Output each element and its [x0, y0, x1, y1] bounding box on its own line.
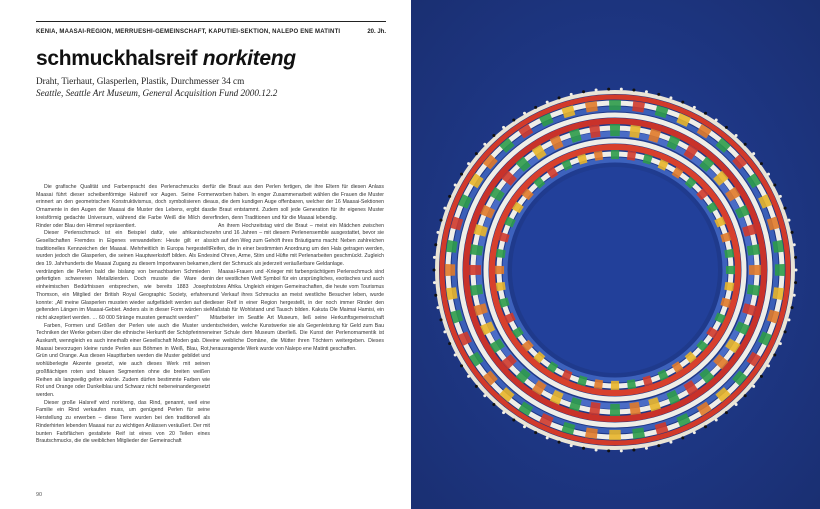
rim-bead: [492, 403, 495, 406]
rim-bead: [512, 118, 515, 121]
rim-bead: [440, 318, 443, 321]
bead-segment: [611, 381, 619, 390]
rim-bead: [744, 394, 747, 397]
bead-segment: [609, 100, 621, 110]
rim-bead: [523, 425, 526, 428]
rim-bead: [534, 106, 537, 109]
rim-bead: [793, 294, 796, 297]
bead-segment: [632, 101, 645, 113]
bead-segment: [594, 151, 603, 161]
necklace-center: [512, 167, 718, 373]
rim-bead: [787, 219, 790, 222]
bead-segment: [775, 264, 785, 276]
rim-bead: [523, 112, 526, 115]
rim-bead: [436, 231, 439, 234]
bead-segment: [610, 124, 620, 136]
paragraph: Die grafische Qualität und Farbenpracht des Perlenschmucks der Maasai führt dieser scheibenförmige Halsreif vor Augen. Seine Form erinnert an den geometrischen Konstruktivismus, doch symbolisieren die Ornamente in den Augen der Maasai die Muster des Lebens, ergibt das kreisförmig gedachte Universum, während die Farbe Weiß die Milch der Rinder oder Blau den Himmel repräsentiert.: [36, 184, 210, 229]
rim-bead: [787, 318, 790, 321]
paragraph: Maasai-Frauen und -Krieger mit farbenprächtigem Perlenschmuck sind in der westlichen Welt Symbol für ein ursprüngliches, exotisches und auch stolzes Afrika. Ungleich einigen Gemeinschaften, die heute vom Tourismus und Verkauf ihres Schmucks an meist westliche Besucher leben, wurde dieser Reif in einer Region hergestellt, in der noch immer Rinder den Maßstab für Wohlstand und Tausch bilden. Kakuta Ole Maimai Hamisi, ein Mitarbeiter im Seattle Art Museum, ließ seine Herkunftsgemeinschaft entscheiden, welche Kunstwerke sie als Gegenleistung für Geld zum Bau einer Schule dem Museum überließ. Die Kunst der Perlenornamentik ist eine weibliche Domäne, die Mütter ihren Töchtern weitergeben. Dieses herausragende Werk wurde von Nalepo ene Matinti geschaffen.: [210, 268, 384, 352]
bead-segment: [772, 240, 784, 253]
bead-segment: [724, 249, 734, 258]
rim-bead: [752, 152, 755, 155]
title-native: norkiteng: [202, 47, 296, 70]
rim-bead: [645, 447, 648, 450]
rim-bead: [492, 134, 495, 137]
rim-bead: [534, 431, 537, 434]
header-rule: [36, 21, 386, 22]
text-column-right: [210, 184, 384, 353]
bead-segment: [611, 150, 619, 159]
rim-bead: [512, 419, 515, 422]
rim-bead: [735, 134, 738, 137]
bead-segment: [445, 264, 455, 276]
rim-bead: [791, 231, 794, 234]
rim-bead: [773, 353, 776, 356]
rim-bead: [467, 375, 470, 378]
rim-bead: [433, 269, 436, 272]
rim-bead: [681, 101, 684, 104]
rim-bead: [433, 281, 436, 284]
rim-bead: [744, 143, 747, 146]
rim-bead: [475, 152, 478, 155]
header-location: KENIA, MAASAI-REGION, MERRUESHI-GEMEINSCHAFT, KAPUTIEI-SEKTION, NALEPO ENE MATINTI: [36, 29, 341, 35]
rim-bead: [443, 207, 446, 210]
rim-bead: [620, 88, 623, 91]
rim-bead: [454, 184, 457, 187]
rim-bead: [767, 364, 770, 367]
rim-bead: [607, 88, 610, 91]
bead-segment: [446, 240, 458, 253]
rim-bead: [704, 425, 707, 428]
bead-segment: [585, 427, 598, 439]
rim-bead: [760, 375, 763, 378]
running-header: [36, 26, 386, 40]
rim-bead: [570, 93, 573, 96]
rim-bead: [779, 195, 782, 198]
rim-bead: [440, 219, 443, 222]
page-number: 90: [36, 492, 43, 498]
bead-segment: [726, 266, 735, 274]
rim-bead: [546, 101, 549, 104]
paragraph: Dieser Perlenschmuck ist ein Beispiel dafür, wie afrikanische Gesellschaften Fremdes in Eigenes verwandelten: Heute gilt er als traditionelles Kennzeichen der Maasai. Mehrheitlich in Europa hergestellt wurden jedoch die Glasperlen, die seinen Hauptwerkstoff bilden. Als Ende des 19. Jahrhunderts die Maasai Zugang zu diesem Importwaren bekamen, verdrängten die Perlen bald die bislang von benachbarten Schmieden gefertigten schwereren Metallzierden. Doch musste die Ware den einheimischen Bedürfnissen entsprechen, wie bereits 1883 Joseph Thomson, ein Mitglied der British Royal Geographic Society, erfahren konnte: „All meine Glasperlen mussten wieder aufgefädelt werden auf die geltenden Längen im Maasai-Gebiet. Anders als in dieser Form würden sie nicht akzeptiert werden. … 60 000 Stränge mussten gemacht werden!": [36, 230, 210, 321]
rim-bead: [434, 294, 437, 297]
rim-bead: [681, 436, 684, 439]
rim-bead: [632, 88, 635, 91]
rim-bead: [767, 173, 770, 176]
rim-bead: [467, 162, 470, 165]
rim-bead: [794, 256, 797, 259]
rim-bead: [443, 330, 446, 333]
rim-bead: [607, 449, 610, 452]
rim-bead: [595, 88, 598, 91]
rim-bead: [558, 441, 561, 444]
rim-bead: [433, 256, 436, 259]
rim-bead: [773, 184, 776, 187]
bead-segment: [609, 430, 621, 440]
rim-bead: [502, 411, 505, 414]
rim-bead: [735, 403, 738, 406]
rim-bead: [454, 353, 457, 356]
rim-bead: [460, 173, 463, 176]
paragraph: Farben, Formen und Größen der Perlen wie auch die Muster und Techniken der Werke geben über die ethnische Herkunft der Schöpferinnen Auskunft, wenngleich es auch innerhalb einer Gesellschaft Moden gab. Die Maasai bevorzugen kleine runde Perlen aus Böhmen in Weiß, Blau, Rot, Grün und Orange. Aus diesen Hauptfarben werden die Muster gebildet und wohlüberlegte Akzente gesetzt, wie auch dieses Werk mit seinen großflächigen roten und blauen Segmenten ohne die breiten weißen Reihen als langweilig gelten würde. Zudem dürfen bestimmte Farben wie Rot und Orange oder Dunkelblau und Schwarz nicht nebeneinandergesetzt werden.: [36, 322, 210, 398]
rim-bead: [693, 431, 696, 434]
rim-bead: [632, 449, 635, 452]
rim-bead: [725, 411, 728, 414]
bead-segment: [496, 282, 506, 291]
rim-bead: [657, 93, 660, 96]
bead-segment: [496, 249, 506, 258]
rim-bead: [502, 126, 505, 129]
rim-bead: [657, 444, 660, 447]
rim-bead: [715, 419, 718, 422]
rim-bead: [669, 96, 672, 99]
bead-segment: [724, 282, 734, 291]
bead-segment: [469, 265, 481, 275]
rim-bead: [436, 306, 439, 309]
rim-bead: [620, 449, 623, 452]
rim-bead: [794, 281, 797, 284]
rim-bead: [595, 449, 598, 452]
rim-bead: [483, 143, 486, 146]
rim-bead: [793, 243, 796, 246]
rim-bead: [725, 126, 728, 129]
rim-bead: [669, 441, 672, 444]
rim-bead: [558, 96, 561, 99]
bead-segment: [772, 287, 784, 300]
header-century: 20. Jh.: [367, 29, 386, 35]
rim-bead: [448, 195, 451, 198]
bead-segment: [632, 427, 645, 439]
right-page-photo: [411, 0, 820, 509]
rim-bead: [760, 162, 763, 165]
rim-bead: [693, 106, 696, 109]
bead-segment: [610, 404, 620, 416]
rim-bead: [784, 330, 787, 333]
rim-bead: [704, 112, 707, 115]
paragraph: für die Braut aus den Perlen fertigen, die ihre Eltern für diesen Anlass erworben haben. In enger Zusammenarbeit wählen die Frauen die Muster aus, die dem kundigen Auge offenbaren, welcher der 16 Maasai-Sektionen die Braut entstammt. Zudem soll jede Generation für ihr eigenes Muster erfinden, denn Traditionen und für die Maasai lebendig.: [210, 184, 384, 221]
bead-segment: [594, 379, 603, 389]
rim-bead: [582, 447, 585, 450]
rim-bead: [483, 394, 486, 397]
object-materials: Draht, Tierhaut, Glasperlen, Plastik, Durchmesser 34 cm: [36, 76, 245, 86]
bead-segment: [627, 151, 636, 161]
paragraph: An ihrem Hochzeitstag wird die Braut – meist ein Mädchen zwischen zehn und 16 Jahren – mit diesem Perlenensemble ausgestattet, bevor sie sich auf den Weg zum Gehöft ihres Bräutigams macht: Neben zahlreichen Reifen, die in einer bestimmten Anordnung um den Hals getragen werden, sind Ohren, Arme, Stirn und Hüfte mit Perlenarbeiten geschmückt. Zugleich dient der Schmuck als jederzeit veräußerbare Geldanlage.: [210, 222, 384, 268]
rim-bead: [546, 436, 549, 439]
bead-segment: [585, 101, 598, 113]
title-main: schmuckhalsreif: [36, 47, 198, 70]
rim-bead: [784, 207, 787, 210]
bead-segment: [495, 266, 504, 274]
rim-bead: [460, 364, 463, 367]
rim-bead: [752, 385, 755, 388]
rim-bead: [791, 306, 794, 309]
bead-segment: [749, 265, 761, 275]
rim-bead: [795, 269, 798, 272]
text-column-left: [36, 184, 210, 446]
rim-bead: [645, 90, 648, 93]
beaded-collar-photo: [411, 0, 820, 509]
paragraph: Dieser große Halsreif wird norkiteng, das Rind, genannt, weil eine Familie ein Rind verkaufen muss, um genügend Perlen für seine Herstellung zu erwerben – diese Tiere wurden bei den traditionell als Rinderhirten lebenden Maasai nur zu wichtigen Anlässen veräußert. Der mit bunten Farbflächen gestaltete Reif ist eines von 20 Teilen eines Brautschmucks, die die weiblichen Mitglieder der Gemeinschaft: [36, 399, 210, 445]
rim-bead: [448, 342, 451, 345]
bead-segment: [446, 287, 458, 300]
page-title: [36, 47, 296, 71]
rim-bead: [434, 243, 437, 246]
rim-bead: [475, 385, 478, 388]
rim-bead: [715, 118, 718, 121]
rim-bead: [582, 90, 585, 93]
rim-bead: [779, 342, 782, 345]
object-credit: Seattle, Seattle Art Museum, General Acquisition Fund 2000.12.2: [36, 88, 278, 98]
rim-bead: [570, 444, 573, 447]
bead-segment: [627, 379, 636, 389]
